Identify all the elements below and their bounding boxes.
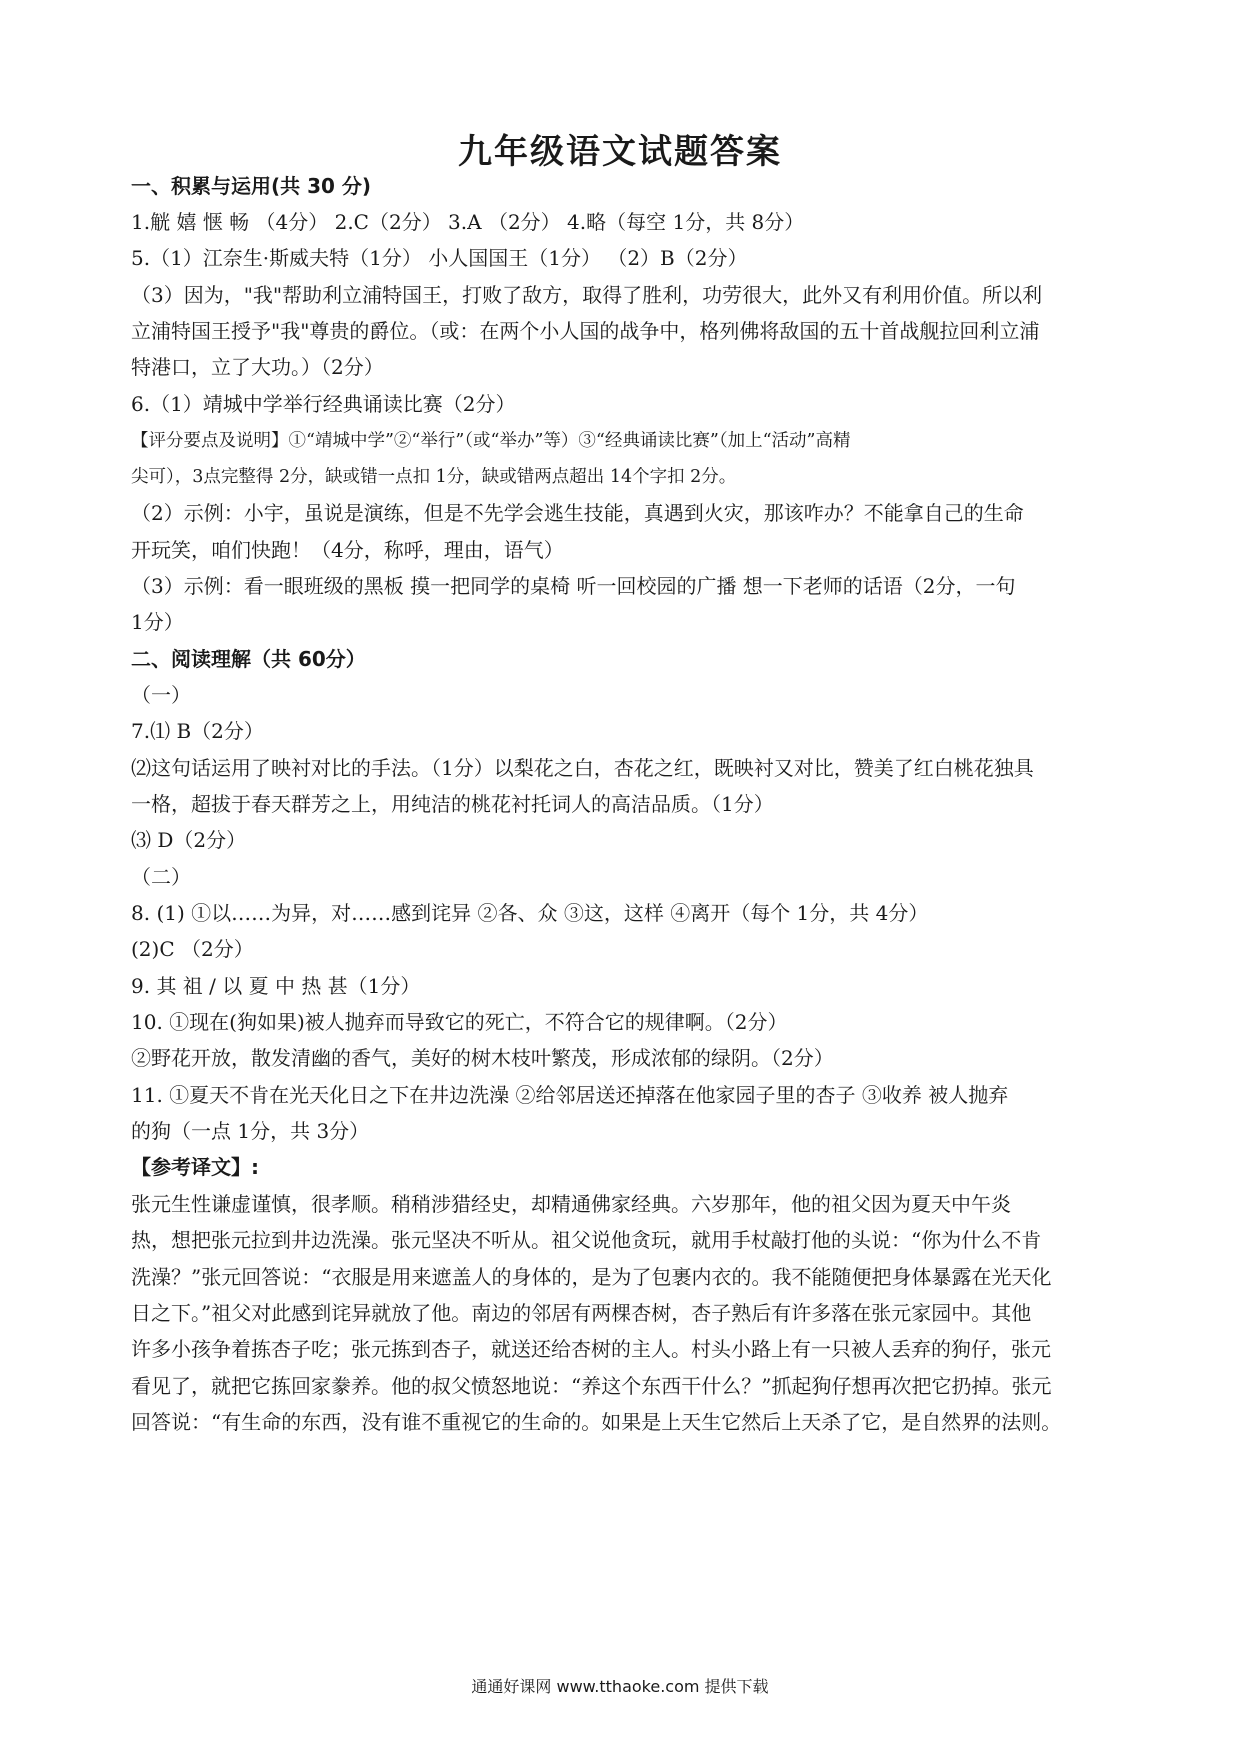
section-heading-1: 一、积累与运用(共 30 分): [131, 174, 372, 198]
translation-heading: 【参考译文】:: [131, 1155, 259, 1179]
answer-line: （3）因为，"我"帮助利立浦特国王，打败了敌方，取得了胜利，功劳很大，此外又有利用价值。所以利: [131, 283, 1043, 307]
answer-line: 6.（1）靖城中学举行经典诵读比赛（2分）: [131, 392, 516, 416]
answer-line: 立浦特国王授予"我"尊贵的爵位。（或：在两个小人国的战争中，格列佛将敌国的五十首战舰拉回利立浦: [131, 319, 1040, 343]
answer-line: 特港口，立了大功。）（2分）: [131, 355, 384, 379]
footer-source: 通通好课网 www.tthaoke.com 提供下载: [471, 1677, 769, 1696]
answer-line: （2）示例：小宇，虽说是演练，但是不先学会逃生技能，真遇到火灾，那该咋办？不能拿自己的生命: [131, 501, 1024, 525]
answer-line: 1.觥 嬉 惬 畅 （4分） 2.C（2分） 3.A （2分） 4.略（每空 1分，共 8分）: [131, 210, 805, 234]
answer-line: ②野花开放，散发清幽的香气，美好的树木枝叶繁茂，形成浓郁的绿阴。（2分）: [131, 1046, 834, 1070]
page-title: 九年级语文试题答案: [458, 132, 782, 172]
translation-line: 日之下。”祖父对此感到诧异就放了他。南边的邻居有两棵杏树，杏子熟后有许多落在张元家园中。其他: [131, 1301, 1032, 1325]
answer-line: 5.（1）江奈生·斯威夫特（1分） 小人国国王（1分） （2）B（2分）: [131, 246, 748, 270]
answer-line: (2)C （2分）: [131, 937, 254, 961]
answer-line: 的狗（一点 1分，共 3分）: [131, 1119, 370, 1143]
scoring-note-line: 【评分要点及说明】①“靖城中学”②“举行”（或“举办”等）③“经典诵读比赛”（加上“活动”高精: [131, 431, 851, 451]
section-heading-2: 二、阅读理解（共 60分）: [131, 647, 366, 671]
scoring-note-line: 尖可），3点完整得 2分，缺或错一点扣 1分，缺或错两点超出 14个字扣 2分。: [131, 467, 737, 487]
translation-line: 看见了，就把它拣回家豢养。他的叔父愤怒地说：“养这个东西干什么？”抓起狗仔想再次把它扔掉。张元: [131, 1374, 1052, 1398]
answer-line: 8. (1) ①以……为异，对……感到诧异 ②各、众 ③这，这样 ④离开（每个 1分，共 4分）: [131, 901, 929, 925]
answer-line: 9. 其 祖 / 以 夏 中 热 甚（1分）: [131, 974, 421, 998]
answer-line: 1分）: [131, 610, 184, 634]
translation-line: 许多小孩争着拣杏子吃；张元拣到杏子，就送还给杏树的主人。村头小路上有一只被人丢弃的狗仔，张元: [131, 1337, 1051, 1361]
answer-line: 开玩笑，咱们快跑！（4分，称呼，理由，语气）: [131, 538, 564, 562]
translation-line: 洗澡？”张元回答说：“衣服是用来遮盖人的身体的，是为了包裹内衣的。我不能随便把身体暴露在光天化: [131, 1265, 1052, 1289]
answer-line: （3）示例：看一眼班级的黑板 摸一把同学的桌椅 听一回校园的广播 想一下老师的话语（2分，一句: [131, 574, 1016, 598]
translation-line: 热，想把张元拉到井边洗澡。张元坚决不听从。祖父说他贪玩，就用手杖敲打他的头说：“你为什么不肯: [131, 1228, 1042, 1252]
answer-line: 10. ①现在(狗如果)被人抛弃而导致它的死亡，不符合它的规律啊。（2分）: [131, 1010, 788, 1034]
translation-line: 张元生性谦虚谨慎，很孝顺。稍稍涉猎经史，却精通佛家经典。六岁那年，他的祖父因为夏天中午炎: [131, 1192, 1011, 1216]
answer-line: 一格，超拔于春天群芳之上，用纯洁的桃花衬托词人的高洁品质。（1分）: [131, 792, 774, 816]
answer-line: ⑶ D（2分）: [131, 828, 247, 852]
answer-line: ⑵这句话运用了映衬对比的手法。（1分）以梨花之白，杏花之红，既映衬又对比，赞美了红白桃花独具: [131, 756, 1034, 780]
translation-line: 回答说：“有生命的东西，没有谁不重视它的生命的。如果是上天生它然后上天杀了它，是自然界的法则。: [131, 1410, 1062, 1434]
subsection-label: （一）: [131, 683, 191, 707]
answer-line: 11. ①夏天不肯在光天化日之下在井边洗澡 ②给邻居送还掉落在他家园子里的杏子 ③收养 被人抛弃: [131, 1083, 1009, 1107]
subsection-label: （二）: [131, 865, 191, 889]
answer-line: 7.⑴ B（2分）: [131, 719, 264, 743]
